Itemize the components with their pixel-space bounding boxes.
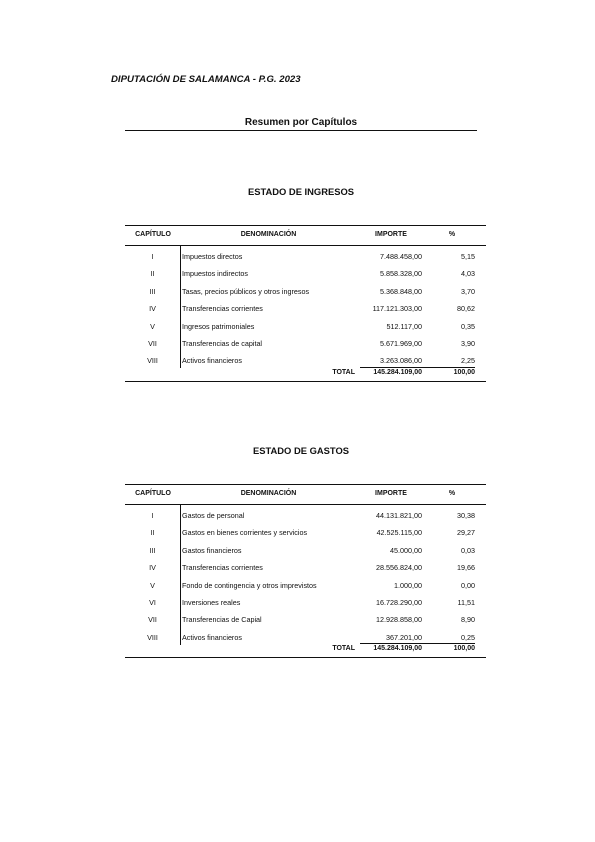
importe-cell: 42.525.115,00 bbox=[376, 528, 422, 538]
porcentaje-cell: 5,15 bbox=[461, 252, 475, 261]
col-importe: IMPORTE bbox=[375, 490, 407, 497]
capitulo-cell: IV bbox=[149, 563, 156, 573]
denominacion-cell: Gastos de personal bbox=[182, 511, 245, 520]
importe-cell: 367.201,00 bbox=[386, 632, 422, 642]
total-importe: 145.284.109,00 bbox=[373, 368, 422, 376]
capitulo-cell: V bbox=[150, 321, 155, 331]
table-row bbox=[125, 283, 486, 300]
total-importe: 145.284.109,00 bbox=[373, 645, 422, 653]
capitulo-cell: I bbox=[151, 511, 154, 520]
porcentaje-cell: 4,03 bbox=[461, 269, 475, 279]
denominacion-cell: Gastos financieros bbox=[182, 545, 242, 555]
denominacion-cell: Fondo de contingencia y otros imprevistos bbox=[182, 580, 317, 590]
totals-row bbox=[125, 368, 486, 381]
importe-cell: 5.858.328,00 bbox=[380, 269, 422, 279]
denominacion-cell: Transferencias corrientes bbox=[182, 563, 263, 573]
ingresos-table-header bbox=[125, 225, 486, 246]
table-row bbox=[125, 248, 486, 265]
porcentaje-cell: 3,70 bbox=[461, 286, 475, 296]
importe-cell: 3.263.086,00 bbox=[380, 356, 422, 366]
table-row bbox=[125, 594, 486, 611]
gastos-table bbox=[125, 484, 486, 653]
capitulo-cell: VII bbox=[148, 615, 157, 625]
importe-cell: 12.928.858,00 bbox=[376, 615, 422, 625]
totals-row bbox=[125, 644, 486, 657]
ingresos-table-body bbox=[125, 246, 486, 376]
importe-cell: 512.117,00 bbox=[386, 321, 422, 331]
denominacion-cell: Tasas, precios públicos y otros ingresos bbox=[182, 286, 310, 296]
col-capitulo: CAPÍTULO bbox=[135, 490, 171, 497]
col-denominacion: DENOMINACIÓN bbox=[240, 490, 297, 497]
capitulo-cell: VI bbox=[149, 598, 156, 607]
gastos-table-body bbox=[125, 505, 486, 653]
porcentaje-cell: 80,62 bbox=[457, 304, 475, 314]
table-row bbox=[125, 335, 486, 352]
capitulo-cell: II bbox=[150, 269, 155, 279]
denominacion-cell: Impuestos directos bbox=[182, 252, 243, 261]
denominacion-cell: Ingresos patrimoniales bbox=[182, 321, 255, 331]
porcentaje-cell: 30,38 bbox=[457, 511, 475, 520]
importe-cell: 5.671.969,00 bbox=[380, 339, 422, 348]
denominacion-cell: Transferencias corrientes bbox=[182, 304, 263, 314]
table-row bbox=[125, 577, 486, 594]
subtitle-underline bbox=[125, 130, 477, 131]
porcentaje-cell: 29,27 bbox=[457, 528, 475, 538]
table-bottom-rule bbox=[125, 381, 486, 382]
capitulo-cell: III bbox=[149, 545, 156, 555]
total-label: TOTAL bbox=[332, 645, 355, 653]
ingresos-table bbox=[125, 225, 486, 376]
table-bottom-rule bbox=[125, 657, 486, 658]
denominacion-cell: Activos financieros bbox=[182, 356, 242, 366]
table-row bbox=[125, 265, 486, 282]
denominacion-cell: Transferencias de Capial bbox=[182, 615, 262, 625]
capitulo-cell: III bbox=[149, 286, 156, 296]
col-capitulo: CAPÍTULO bbox=[135, 231, 171, 238]
col-denominacion: DENOMINACIÓN bbox=[240, 231, 297, 238]
document-header: DIPUTACIÓN DE SALAMANCA - P.G. 2023 bbox=[111, 74, 301, 85]
porcentaje-cell: 3,90 bbox=[461, 339, 475, 348]
porcentaje-cell: 0,35 bbox=[461, 321, 475, 331]
importe-cell: 5.368.848,00 bbox=[380, 286, 422, 296]
table-row bbox=[125, 524, 486, 541]
col-porcentaje: % bbox=[448, 490, 456, 497]
table-row bbox=[125, 542, 486, 559]
table-row bbox=[125, 611, 486, 628]
capitulo-cell: VIII bbox=[147, 356, 158, 366]
porcentaje-cell: 0,00 bbox=[461, 580, 475, 590]
porcentaje-cell: 0,25 bbox=[461, 632, 475, 642]
col-importe: IMPORTE bbox=[375, 231, 407, 238]
table-row bbox=[125, 559, 486, 576]
denominacion-cell: Inversiones reales bbox=[182, 598, 241, 607]
page-subtitle: Resumen por Capítulos bbox=[244, 117, 358, 128]
importe-cell: 44.131.821,00 bbox=[376, 511, 422, 520]
porcentaje-cell: 0,03 bbox=[461, 545, 475, 555]
importe-cell: 45.000,00 bbox=[390, 545, 422, 555]
capitulo-cell: IV bbox=[149, 304, 156, 314]
table-row bbox=[125, 507, 486, 524]
total-label: TOTAL bbox=[332, 368, 355, 376]
denominacion-cell: Impuestos indirectos bbox=[182, 269, 248, 279]
importe-cell: 1.000,00 bbox=[394, 580, 422, 590]
porcentaje-cell: 11,51 bbox=[457, 598, 475, 607]
porcentaje-cell: 8,90 bbox=[461, 615, 475, 625]
capitulo-cell: VIII bbox=[147, 632, 158, 642]
importe-cell: 16.728.290,00 bbox=[376, 598, 422, 607]
importe-cell: 117.121.303,00 bbox=[372, 304, 422, 314]
importe-cell: 7.488.458,00 bbox=[380, 252, 422, 261]
gastos-title: ESTADO DE GASTOS bbox=[252, 445, 350, 456]
gastos-table-header bbox=[125, 484, 486, 505]
denominacion-cell: Gastos en bienes corrientes y servicios bbox=[182, 528, 308, 538]
importe-cell: 28.556.824,00 bbox=[376, 563, 422, 573]
total-porcentaje: 100,00 bbox=[453, 368, 475, 376]
denominacion-cell: Transferencias de capital bbox=[182, 339, 263, 348]
capitulo-cell: II bbox=[150, 528, 155, 538]
capitulo-cell: I bbox=[151, 252, 154, 261]
capitulo-cell: VII bbox=[148, 339, 157, 348]
capitulo-cell: V bbox=[150, 580, 155, 590]
porcentaje-cell: 19,66 bbox=[457, 563, 475, 573]
ingresos-title: ESTADO DE INGRESOS bbox=[247, 186, 355, 197]
col-porcentaje: % bbox=[448, 231, 456, 238]
total-porcentaje: 100,00 bbox=[453, 645, 475, 653]
porcentaje-cell: 2,25 bbox=[461, 356, 475, 366]
denominacion-cell: Activos financieros bbox=[182, 632, 242, 642]
table-row bbox=[125, 318, 486, 335]
table-row bbox=[125, 300, 486, 317]
